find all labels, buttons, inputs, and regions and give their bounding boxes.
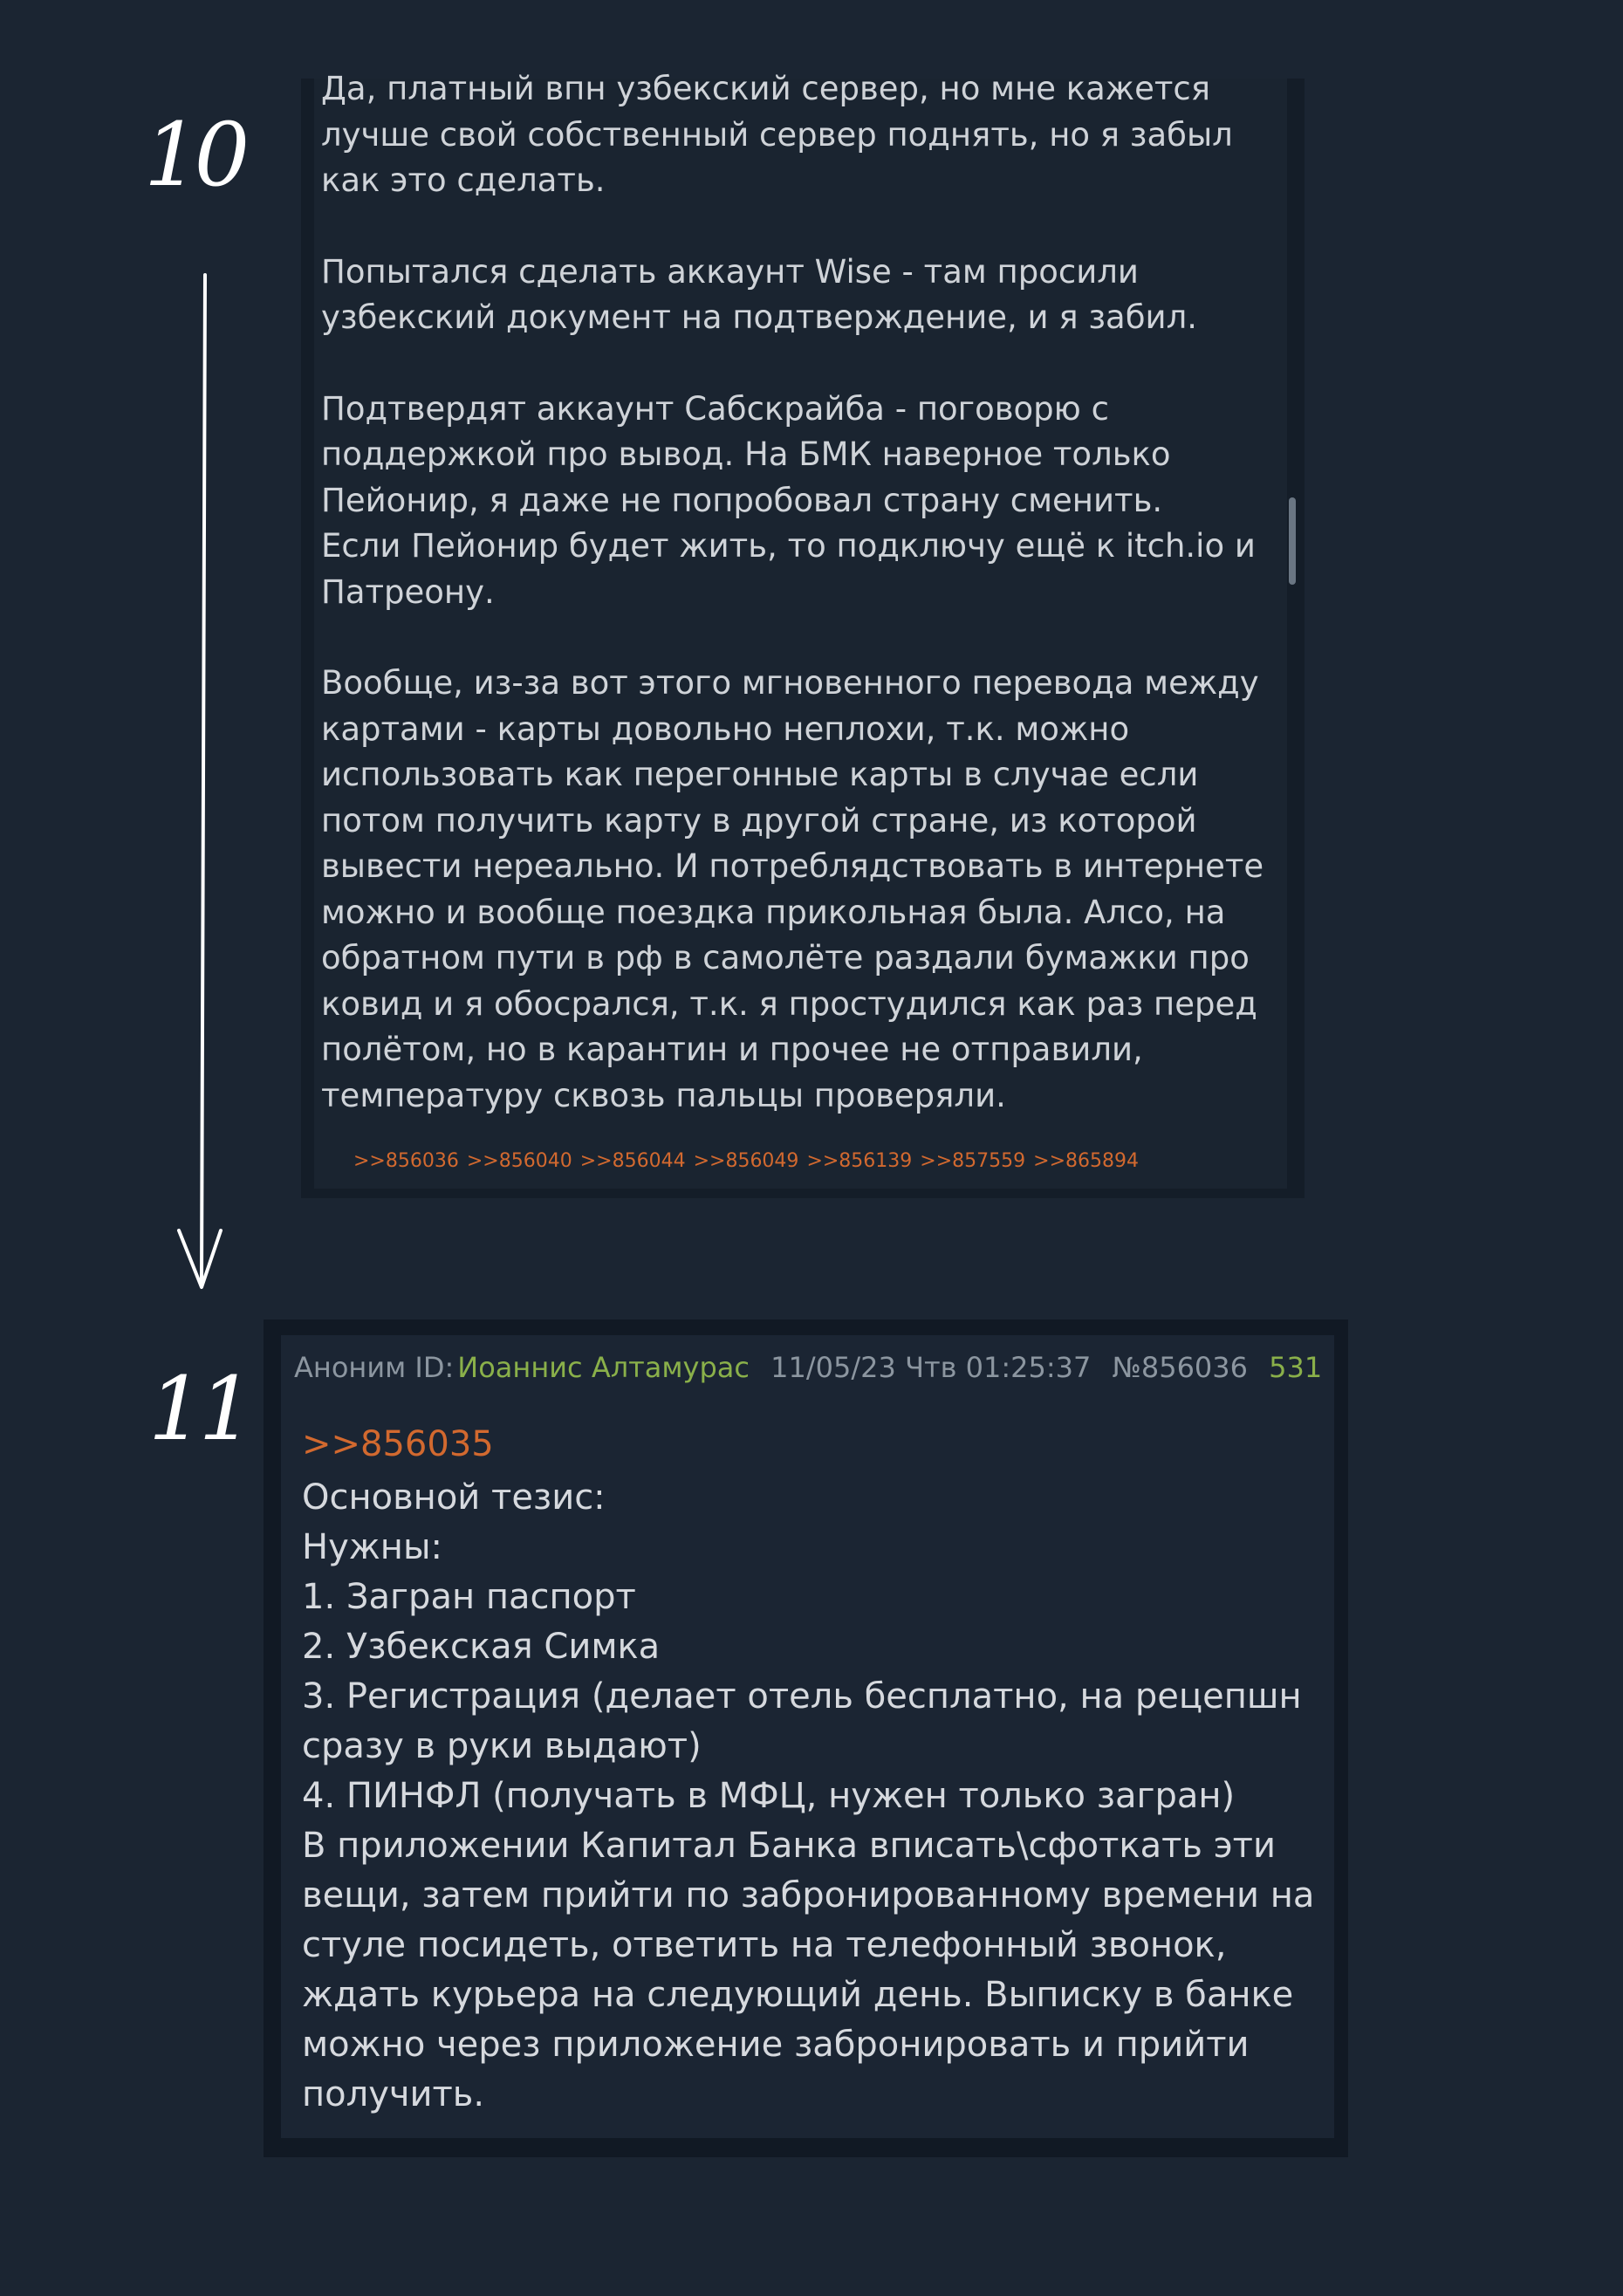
post-10-paragraph: Да, платный впн узбекский сервер, но мне кажется лучше свой собственный сервер поднять, но я забыл как это сделать.	[321, 70, 1233, 199]
reply-link[interactable]: >>856036	[353, 1150, 459, 1172]
annotation-number-10: 10	[144, 104, 245, 206]
post-11-header	[294, 1351, 1334, 1384]
anon-label: Аноним ID:	[294, 1351, 455, 1384]
post-count: 531	[1269, 1351, 1323, 1384]
post-11-body	[302, 1473, 1323, 2120]
post-10-body	[321, 66, 1281, 1119]
annotation-number-11: 11	[148, 1358, 250, 1460]
post-10-replies	[353, 1150, 1226, 1172]
post-number[interactable]: №856036	[1112, 1351, 1248, 1384]
post-11-line: Нужны:	[302, 1527, 442, 1567]
reply-link[interactable]: >>856040	[466, 1150, 572, 1172]
post-11-line: 4. ПИНФЛ (получать в МФЦ, нужен только загран)	[302, 1776, 1236, 1816]
post-11-line: Основной тезис:	[302, 1477, 606, 1518]
post-11-line: 3. Регистрация (делает отель бесплатно, на рецепшн сразу в руки выдают)	[302, 1676, 1302, 1766]
post-datetime: 11/05/23 Чтв 01:25:37	[770, 1351, 1092, 1384]
reply-link[interactable]: >>865894	[1033, 1150, 1140, 1172]
post-11-line: 2. Узбекская Симка	[302, 1627, 661, 1667]
post-11-line: 1. Загран паспорт	[302, 1577, 636, 1617]
post-11-line: В приложении Капитал Банка вписать\сфоткать эти вещи, затем прийти по забронированному времени на стуле посидеть, ответить на телефонный звонок, ждать курьера на следующий день. Выписку в банке можно через приложение забронировать и прийти получить.	[302, 1826, 1315, 2114]
reply-link[interactable]: >>856139	[806, 1150, 913, 1172]
reply-link[interactable]: >>856044	[579, 1150, 686, 1172]
author-name: Иоаннис Алтамурас	[457, 1351, 750, 1384]
post-10-paragraph: Подтвердят аккаунт Сабскрайба - поговорю с поддержкой про вывод. На БМК наверное только Пейонир, я даже не попробовал страну сменить. Если Пейонир будет жить, то подключу ещё к itch.io и Патреону.	[321, 389, 1256, 611]
post-10-paragraph: Попытался сделать аккаунт Wise - там просили узбекский документ на подтверждение, и я забил.	[321, 252, 1197, 336]
reply-link[interactable]: >>857559	[920, 1150, 1026, 1172]
reply-link[interactable]: >>856049	[693, 1150, 799, 1172]
scrollbar-thumb[interactable]	[1289, 497, 1296, 585]
down-arrow-annotation	[170, 271, 240, 1300]
quote-link[interactable]: >>856035	[302, 1424, 494, 1464]
post-10-paragraph: Вообще, из-за вот этого мгновенного перевода между картами - карты довольно неплохи, т.к. можно использовать как перегонные карты в случае если потом получить карту в другой стране, из которой вывести нереально. И потреблядствовать в интернете можно и вообще поездка прикольная была. Алсо, на обратном пути в рф в самолёте раздали бумажки про ковид и я обосрался, т.к. я простудился как раз перед полётом, но в карантин и прочее не отправили, температуру сквозь пальцы проверяли.	[321, 664, 1264, 1114]
